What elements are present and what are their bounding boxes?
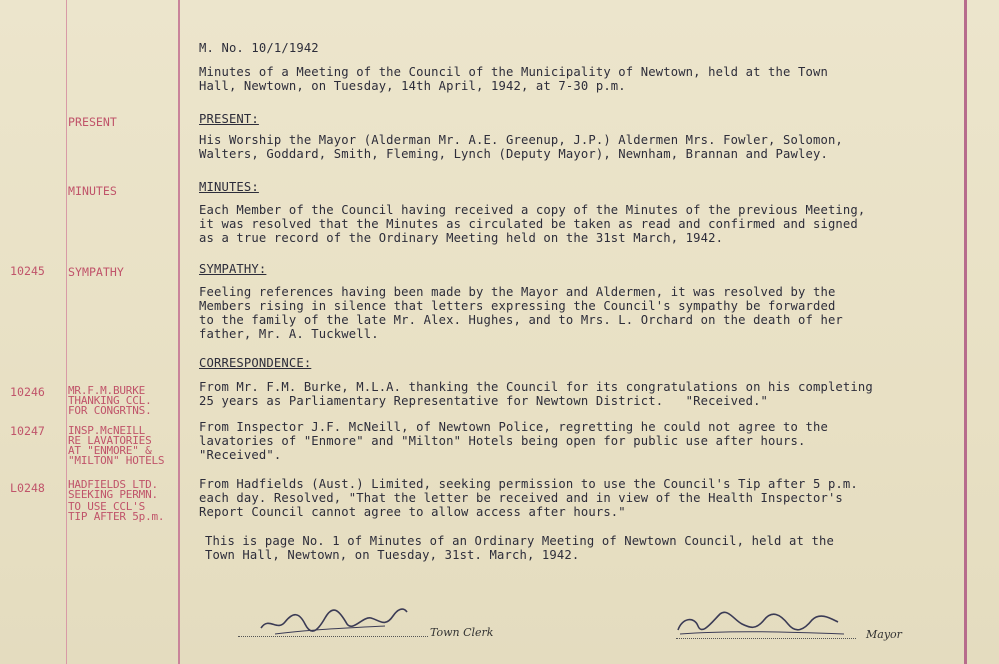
hadfields-line-3: Report Council cannot agree to allow access after hours." [199,505,626,519]
mayor-label: Mayor [866,628,902,641]
mcneill-line-2: lavatories of "Enmore" and "Milton" Hotels being open for public use after hours. [199,434,806,448]
margin-hadfields-4: TIP AFTER 5p.m. [68,510,165,523]
margin-hadfields-2: SEEKING PERMN. [68,488,158,501]
margin-burke-1: MR.F.M.BURKE [68,384,146,397]
present-heading: PRESENT: [199,112,259,126]
hadfields-line-2: each day. Resolved, "That the letter be received and in view of the Health Inspector's [199,491,843,505]
correspondence-heading: CORRESPONDENCE: [199,356,312,370]
margin-burke-2: THANKING CCL. [68,394,152,407]
town-clerk-label: Town Clerk [430,626,494,639]
mcneill-line-1: From Inspector J.F. McNeill, of Newtown Police, regretting he could not agree to the [199,420,828,434]
margin-mcneill-2: RE LAVATORIES [68,434,152,447]
minutes-line-2: it was resolved that the Minutes as circulated be taken as read and confirmed and signed [199,217,858,231]
ref-10246: 10246 [10,385,45,399]
ref-10247: 10247 [10,424,45,438]
sympathy-line-2: Members rising in silence that letters expressing the Council's sympathy be forwarded [199,299,836,313]
mcneill-line-3: "Received". [199,448,282,462]
right-margin-rule [964,0,967,664]
margin-hadfields-1: HADFIELDS LTD. [68,478,158,491]
minutes-line-3: as a true record of the Ordinary Meeting held on the 31st March, 1942. [199,231,724,245]
minutes-heading: MINUTES: [199,180,259,194]
margin-present: PRESENT [68,115,117,129]
sympathy-line-3: to the family of the late Mr. Alex. Hughes, and to Mrs. L. Orchard on the death of her [199,313,843,327]
hadfields-line-1: From Hadfields (Aust.) Limited, seeking permission to use the Council's Tip after 5 p.m. [199,477,858,491]
ref-sympathy: 10245 [10,264,45,278]
burke-line-1: From Mr. F.M. Burke, M.L.A. thanking the Council for its congratulations on his completing [199,380,873,394]
mayor-signature-line [676,638,856,639]
title-line-2: Hall, Newtown, on Tuesday, 14th April, 1942, at 7-30 p.m. [199,79,626,93]
footer-note-line-1: This is page No. 1 of Minutes of an Ordinary Meeting of Newtown Council, held at the [205,534,834,548]
margin-mcneill-1: INSP.McNEILL [68,424,146,437]
minute-number: M. No. 10/1/1942 [199,41,319,55]
margin-mcneill-4: "MILTON" HOTELS [68,454,165,467]
present-line-1: His Worship the Mayor (Alderman Mr. A.E. Greenup, J.P.) Aldermen Mrs. Fowler, Solomon, [199,133,843,147]
title-line-1: Minutes of a Meeting of the Council of the Municipality of Newtown, held at the Town [199,65,828,79]
sympathy-line-1: Feeling references having been made by the Mayor and Aldermen, it was resolved by the [199,285,836,299]
left-margin-rule [66,0,67,664]
margin-minutes: MINUTES [68,184,117,198]
margin-burke-3: FOR CONGRTNS. [68,404,152,417]
town-clerk-signature-line [238,636,428,637]
ref-10248: L0248 [10,481,45,495]
margin-sympathy: SYMPATHY [68,265,124,279]
minutes-line-1: Each Member of the Council having received a copy of the Minutes of the previous Meeting, [199,203,866,217]
margin-rule [178,0,180,664]
burke-line-2: 25 years as Parliamentary Representative for Newtown District. "Received." [199,394,769,408]
present-line-2: Walters, Goddard, Smith, Fleming, Lynch (Deputy Mayor), Newnham, Brannan and Pawley. [199,147,828,161]
margin-mcneill-3: AT "ENMORE" & [68,444,152,457]
footer-note-line-2: Town Hall, Newtown, on Tuesday, 31st. March, 1942. [205,548,580,562]
sympathy-line-4: father, Mr. A. Tuckwell. [199,327,379,341]
sympathy-heading: SYMPATHY: [199,262,267,276]
margin-hadfields-3: TO USE CCL'S [68,500,146,513]
